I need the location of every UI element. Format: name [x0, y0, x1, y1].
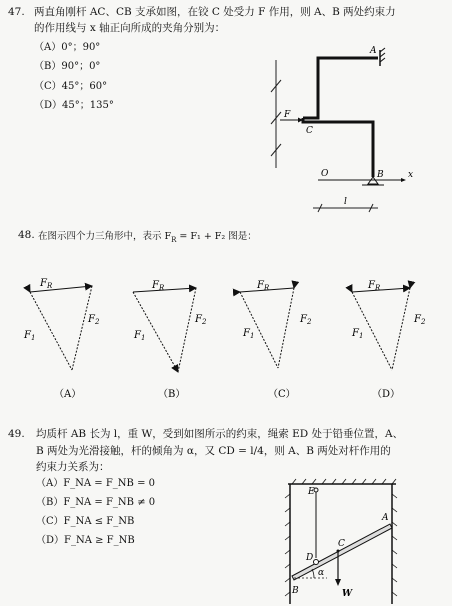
- q48-option-b: （B）: [158, 389, 186, 400]
- svg-text:F2: $F_2$: [300, 314, 312, 326]
- q49-rod-ab: [292, 524, 392, 580]
- q49-point-e: [314, 488, 318, 492]
- q47-option-b: （B）90°；0°: [34, 61, 101, 72]
- q49-text-line3: 约束力关系为：: [36, 461, 110, 473]
- q49-option-a: （A）F_NA = F_NB = 0: [36, 478, 156, 489]
- svg-text:F1: $F_1$: [134, 330, 146, 342]
- q48-triangle-c: [240, 280, 312, 368]
- q47-figure: [258, 40, 438, 220]
- q49-angle-arc: [312, 569, 314, 578]
- q48-triangle-b: [133, 280, 207, 372]
- q49-number: 49.: [8, 428, 25, 440]
- q48-option-a: （A）: [54, 389, 82, 400]
- svg-text:F2: $F_2$: [414, 314, 426, 326]
- q47-label-c: C: [306, 126, 313, 136]
- q48-option-d: （D）: [372, 389, 401, 400]
- q48-figures: [0, 270, 452, 410]
- q47-rod-ac: [303, 58, 378, 118]
- q49-figure: [282, 478, 402, 606]
- q49-text-line2: B 两处为光滑接触，杆的倾角为 α，又 CD = l/4，则 A、B 两处对杆作用的: [36, 445, 391, 457]
- q47-option-a: （A）0°；90°: [34, 42, 101, 53]
- q49-option-c: （C）F_NA ≤ F_NB: [36, 516, 135, 527]
- q47-label-b: B: [377, 170, 384, 180]
- q47-option-d: （D）45°；135°: [34, 100, 114, 111]
- svg-text:FR: $F_R$: [152, 280, 165, 292]
- q47-label-a: A: [370, 46, 377, 56]
- q47-option-c: （C）45°；60°: [34, 81, 108, 92]
- q48-triangle-d: [351, 280, 426, 370]
- svg-text:F1: $F_1$: [352, 328, 364, 340]
- q49-label-e: E: [308, 487, 315, 497]
- q47-rod-cb: [303, 118, 373, 177]
- q47-label-f: F: [284, 110, 291, 120]
- svg-text:F1: $F_1$: [243, 328, 255, 340]
- q47-label-x: x: [408, 170, 414, 180]
- svg-text:FR: $F_R$: [40, 278, 53, 290]
- q48-option-c: （C）: [268, 389, 296, 400]
- q49-option-d: （D）F_NA ≥ F_NB: [36, 535, 135, 546]
- q48-triangle-a: [23, 278, 100, 370]
- q47-text-line2: 的作用线与 x 轴正向所成的夹角分别为：: [34, 22, 226, 34]
- svg-text:F1: $F_1$: [24, 330, 36, 342]
- svg-text:F2: $F_2$: [88, 314, 100, 326]
- q49-label-b: B: [292, 586, 299, 596]
- svg-text:FR: $F_R$: [257, 280, 270, 292]
- svg-text:F2: $F_2$: [195, 314, 207, 326]
- q49-label-w: W: [342, 589, 353, 599]
- q47-text-line1: 两直角刚杆 AC、CB 支承如图，在铰 C 处受力 F 作用，则 A、B 两处约束力: [34, 6, 396, 18]
- svg-text:FR: $F_R$: [368, 280, 381, 292]
- q49-label-d: D: [306, 553, 314, 563]
- q49-text-line1: 均质杆 AB 长为 l，重 W，受到如图所示的约束，绳索 ED 处于铅垂位置，A、: [36, 428, 404, 440]
- q47-number: 47.: [8, 6, 25, 18]
- q48-text: 在图示四个力三角形中，表示 $F_R = F_1 + F_2$ 图是：: [38, 231, 257, 244]
- q49-option-b: （B）F_NA = F_NB ≠ 0: [36, 497, 156, 508]
- q49-label-alpha: α: [318, 568, 325, 578]
- q48-number: 48.: [18, 229, 35, 241]
- q47-label-o: O: [321, 169, 329, 179]
- q49-label-c: C: [338, 539, 345, 549]
- q49-label-a: A: [382, 513, 389, 523]
- q47-label-l: l: [344, 197, 347, 207]
